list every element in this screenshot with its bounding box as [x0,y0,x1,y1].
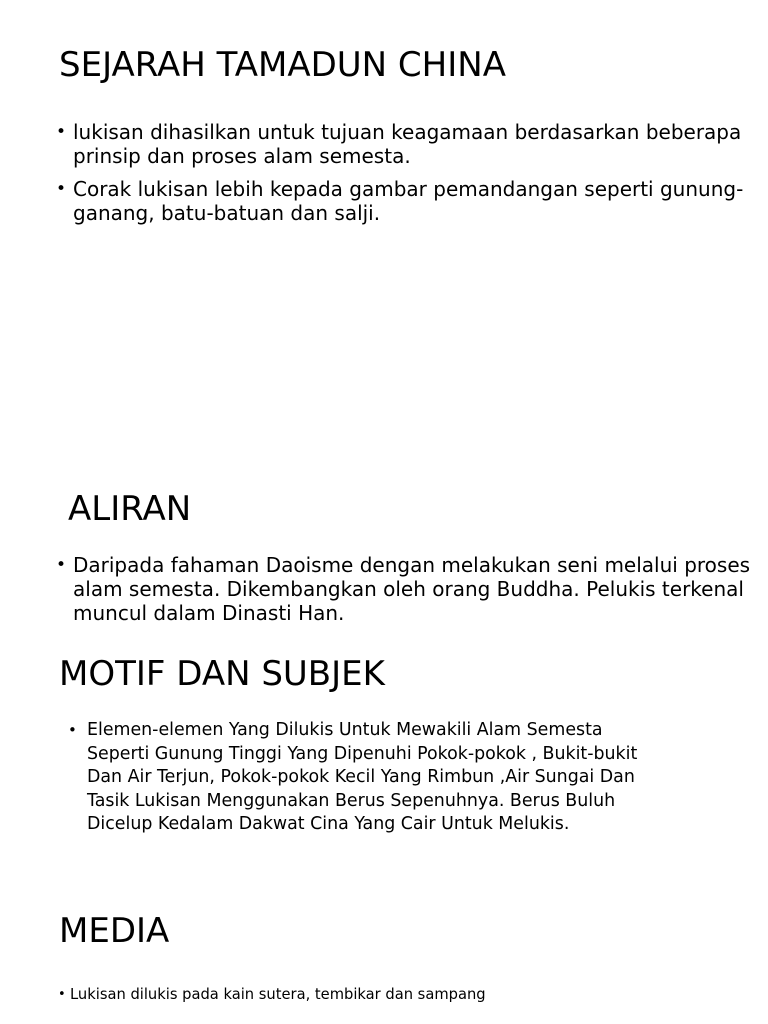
list-item: • Daripada fahaman Daoisme dengan melakukan seni melalui proses alam semesta. Dikembangkan oleh orang Buddha. Pelukis terkenal muncul dalam Dinasti Han. [73,553,763,625]
bullet-list-aliran [73,553,763,625]
list-item: • Elemen-elemen Yang Dilukis Untuk Mewakili Alam Semesta Seperti Gunung Tinggi Yang Dipenuhi Pokok-pokok , Bukit-bukit Dan Air Terjun, Pokok-pokok Kecil Yang Rimbun ,Air Sungai Dan Tasik Lukisan Menggunakan Berus Sepenuhnya. Berus Buluh Dicelup Kedalam Dakwat Cina Yang Cair Untuk Melukis. [87,719,647,837]
bullet-list-media [70,986,750,1004]
bullet-list-sejarah [73,120,763,225]
bullet-list-motif [87,719,647,837]
list-item: • Lukisan dilukis pada kain sutera, tembikar dan sampang [70,986,750,1004]
section-title-aliran: ALIRAN [68,489,192,529]
section-title-sejarah: SEJARAH TAMADUN CHINA [59,45,506,85]
section-title-motif: MOTIF DAN SUBJEK [59,654,385,694]
section-title-media: MEDIA [59,911,170,951]
list-item: • Corak lukisan lebih kepada gambar pemandangan seperti gunung-ganang, batu-batuan dan salji. [73,177,763,225]
list-item: • lukisan dihasilkan untuk tujuan keagamaan berdasarkan beberapa prinsip dan proses alam semesta. [73,120,763,168]
